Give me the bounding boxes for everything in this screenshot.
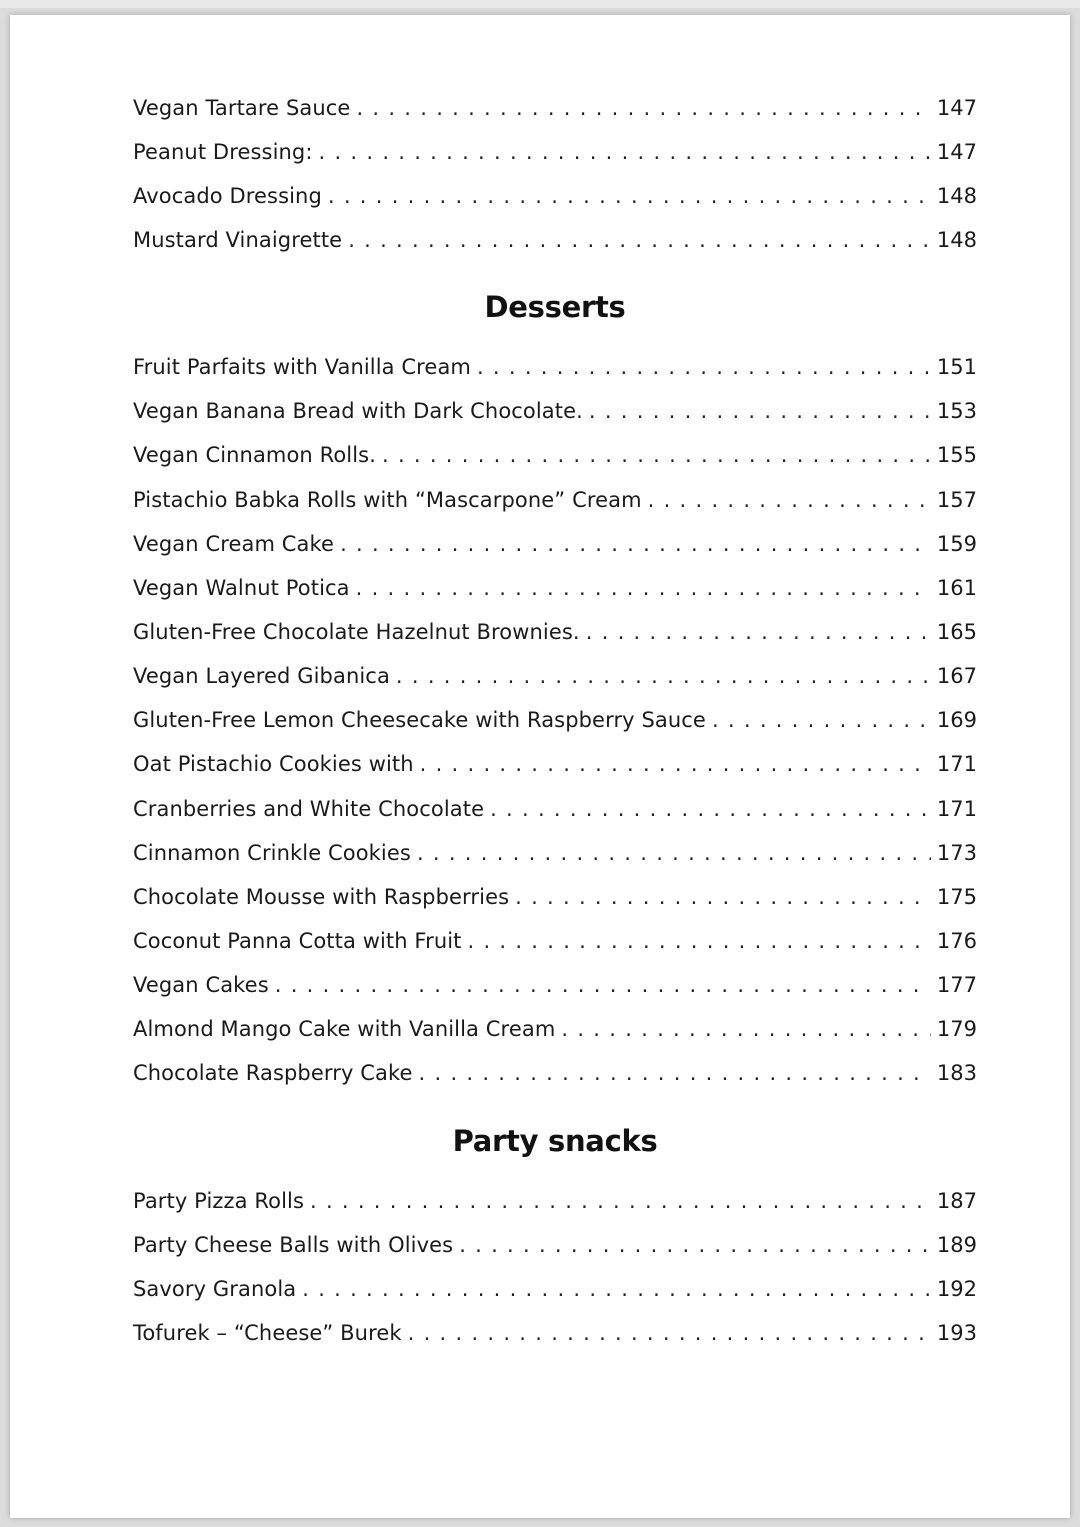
dot-leader (328, 181, 931, 211)
toc-entry[interactable] (133, 1014, 977, 1044)
dot-leader (348, 225, 931, 255)
toc-entry-title: Coconut Panna Cotta with Fruit (133, 929, 462, 953)
toc-entry[interactable] (133, 352, 977, 382)
toc-entry[interactable] (133, 838, 977, 868)
toc-entry-title: Cranberries and White Chocolate (133, 797, 485, 821)
toc-entry-page: 169 (936, 708, 977, 732)
dot-leader (275, 970, 931, 1000)
toc-entry[interactable] (133, 1274, 977, 1304)
dot-leader (302, 1274, 931, 1304)
toc-entry-page: 151 (936, 355, 977, 379)
dot-leader (340, 529, 931, 559)
toc-entry[interactable] (133, 661, 977, 691)
dot-leader (356, 573, 931, 603)
toc-entry-page: 176 (936, 929, 977, 953)
toc-entry[interactable] (133, 485, 977, 515)
dot-leader (310, 1186, 931, 1216)
toc-entry-title: Tofurek – “Cheese” Burek (133, 1321, 402, 1345)
toc-entry[interactable] (133, 93, 977, 123)
dot-leader (648, 485, 931, 515)
document-page (10, 15, 1070, 1518)
toc-entry-title: Party Cheese Balls with Olives (133, 1233, 454, 1257)
toc-entry-title: Peanut Dressing: (133, 140, 313, 164)
toc-entry-title: Pistachio Babka Rolls with “Mascarpone” Cream (133, 488, 642, 512)
dot-leader (408, 1318, 931, 1348)
toc-entry[interactable] (133, 749, 977, 779)
toc-entry[interactable] (133, 970, 977, 1000)
dot-leader (477, 352, 931, 382)
toc-entry-title: Vegan Banana Bread with Dark Chocolate. (133, 399, 583, 423)
toc-entry-title: Party Pizza Rolls (133, 1189, 304, 1213)
toc-entry-page: 167 (936, 664, 977, 688)
dot-leader (396, 661, 931, 691)
toc-entry-title: Chocolate Raspberry Cake (133, 1061, 413, 1085)
toc-entry-title: Chocolate Mousse with Raspberries (133, 885, 510, 909)
toc-entry-title: Fruit Parfaits with Vanilla Cream (133, 355, 471, 379)
dot-leader (589, 396, 931, 426)
toc-entry-page: 177 (936, 973, 977, 997)
dot-leader (319, 137, 931, 167)
toc-entry-title: Vegan Cakes (133, 973, 269, 997)
toc-entry-page: 165 (936, 620, 977, 644)
dot-leader (419, 1058, 931, 1088)
dot-leader (382, 440, 931, 470)
toc-entry[interactable] (133, 794, 977, 824)
toc-entry-page: 148 (936, 228, 977, 252)
dot-leader (586, 617, 931, 647)
toc-entry-title: Savory Granola (133, 1277, 297, 1301)
toc-entry[interactable] (133, 137, 977, 167)
toc-entry-page: 148 (936, 184, 977, 208)
toc-entry-page: 189 (936, 1233, 977, 1257)
toc-entry[interactable] (133, 882, 977, 912)
toc-entry-title: Mustard Vinaigrette (133, 228, 343, 252)
toc-entry-title: Cinnamon Crinkle Cookies (133, 841, 411, 865)
toc-entry-page: 171 (936, 797, 977, 821)
toc-entry-title: Vegan Walnut Potica (133, 576, 350, 600)
dot-leader (459, 1230, 931, 1260)
dot-leader (712, 705, 931, 735)
dot-leader (417, 838, 931, 868)
toc-entry-page: 147 (936, 96, 977, 120)
toc-entry-title: Vegan Layered Gibanica (133, 664, 390, 688)
toc-entry-page: 171 (936, 752, 977, 776)
toc-entry[interactable] (133, 705, 977, 735)
toc-entry-page: 175 (936, 885, 977, 909)
toc-entry-title: Avocado Dressing (133, 184, 322, 208)
toc-entry-page: 157 (936, 488, 977, 512)
toc-entry[interactable] (133, 529, 977, 559)
toc-entry-page: 193 (936, 1321, 977, 1345)
dot-leader (515, 882, 931, 912)
toc-entry-title: Gluten-Free Lemon Cheesecake with Raspberry Sauce (133, 708, 706, 732)
toc-entry[interactable] (133, 440, 977, 470)
toc-entry[interactable] (133, 573, 977, 603)
toc-entry-page: 159 (936, 532, 977, 556)
toc-entry-page: 183 (936, 1061, 977, 1085)
dot-leader (420, 749, 931, 779)
toc-entry[interactable] (133, 181, 977, 211)
section-heading-desserts: Desserts (484, 290, 626, 324)
toc-entry-title: Vegan Cream Cake (133, 532, 335, 556)
toc-entry-page: 161 (936, 576, 977, 600)
toc-entry[interactable] (133, 1230, 977, 1260)
toc-entry-page: 155 (936, 443, 977, 467)
section-heading-party-snacks: Party snacks (452, 1124, 658, 1158)
toc-entry-title: Oat Pistachio Cookies with (133, 752, 414, 776)
toc-entry-title: Vegan Tartare Sauce (133, 96, 351, 120)
toc-entry-title: Almond Mango Cake with Vanilla Cream (133, 1017, 556, 1041)
toc-entry[interactable] (133, 1318, 977, 1348)
dot-leader (490, 794, 931, 824)
toc-entry[interactable] (133, 396, 977, 426)
toc-entry-title: Gluten-Free Chocolate Hazelnut Brownies. (133, 620, 580, 644)
toc-entry-page: 153 (936, 399, 977, 423)
toc-entry[interactable] (133, 1186, 977, 1216)
toc-entry[interactable] (133, 926, 977, 956)
toc-entry-page: 173 (936, 841, 977, 865)
toc-entry[interactable] (133, 225, 977, 255)
toc-entry-page: 187 (936, 1189, 977, 1213)
toc-entry[interactable] (133, 617, 977, 647)
toc-entry-page: 147 (936, 140, 977, 164)
dot-leader (356, 93, 930, 123)
viewer-top-strip (0, 0, 1080, 8)
dot-leader (561, 1014, 931, 1044)
toc-entry-page: 179 (936, 1017, 977, 1041)
toc-entry-title: Vegan Cinnamon Rolls. (133, 443, 376, 467)
toc-entry-page: 192 (936, 1277, 977, 1301)
dot-leader (468, 926, 931, 956)
toc-entry[interactable] (133, 1058, 977, 1088)
